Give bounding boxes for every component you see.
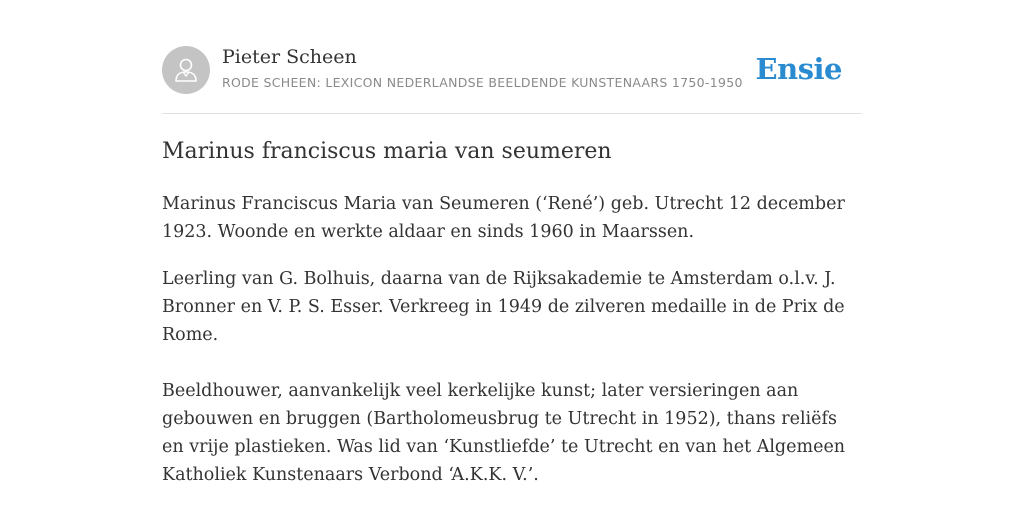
article-body <box>162 190 862 508</box>
header <box>162 46 862 96</box>
author-name[interactable]: Pieter Scheen <box>222 46 357 68</box>
paragraph-1: Marinus Franciscus Maria van Seumeren (‘René’) geb. Utrecht 12 december 1923. Woonde en werkte aldaar en sinds 1960 in Maarssen. <box>162 194 845 242</box>
avatar[interactable] <box>162 46 210 94</box>
divider <box>162 113 862 114</box>
ensie-logo[interactable]: Ensie <box>755 52 842 86</box>
paragraph-3: Beeldhouwer, aanvankelijk veel kerkelijke kunst; later versieringen aan gebouwen en bruggen (Bartholomeusbrug te Utrecht in 1952), thans reliëfs en vrije plastieken. Was lid van ‘Kunstliefde’ te Utrecht en van het Algemeen Katholiek Kunstenaars Verbond ‘A.K.K. V.’. <box>162 381 846 485</box>
user-icon <box>171 55 201 85</box>
source-label: RODE SCHEEN: LEXICON NEDERLANDSE BEELDENDE KUNSTENAARS 1750-1950 <box>222 75 743 90</box>
paragraph-2: Leerling van G. Bolhuis, daarna van de Rijksakademie te Amsterdam o.l.v. J. Bronner en V. P. S. Esser. Verkreeg in 1949 de zilveren medaille in de Prix de Rome. <box>162 269 845 345</box>
page-title: Marinus franciscus maria van seumeren <box>162 139 612 164</box>
